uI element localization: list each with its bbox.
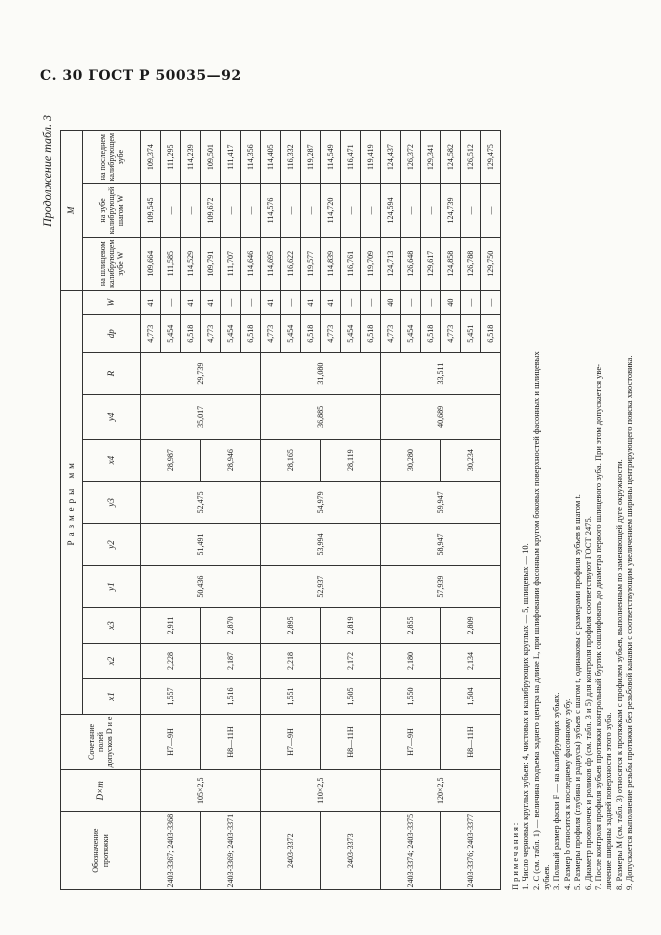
table-cell: 2403-3376; 2403-3377 [441,812,501,890]
note-line: 8. Размеры М (см. табл. 3) относятся к протяжкам с профилем зубьев, выполненным по заменяющей дуге окружности. [613,459,624,890]
table-cell: 5,454 [161,315,181,353]
table-cell: 54,979 [261,481,381,523]
table-cell: 114,405 [261,131,281,184]
table-cell: 1,557 [141,679,201,715]
hdr-m: M [61,131,83,291]
table-cell: 36,885 [261,395,381,439]
table-cell: 5,454 [341,315,361,353]
table-cell: 5,454 [401,315,421,353]
table-cell: 5,454 [221,315,241,353]
table-cell: 114,529 [181,237,201,290]
table-cell: — [421,184,441,237]
table-cell: 30,234 [441,439,501,481]
hdr-y2: y2 [83,523,141,565]
table-cell: 2403-3372 [261,812,321,890]
table-cell: — [281,290,301,315]
table-cell: 105×2,5 [141,770,261,812]
table-cell: 124,437 [381,131,401,184]
table-cell: 40,689 [381,395,501,439]
table-cell: 109,664 [141,237,161,290]
hdr-w: W [83,290,141,315]
table-cell: 1,516 [201,679,261,715]
table-cell: 50,436 [141,566,261,608]
table-cell: — [161,290,181,315]
table-cell: 4,773 [141,315,161,353]
hdr-y4: y4 [83,395,141,439]
table-cell: 4,773 [321,315,341,353]
table-cell: 6,518 [241,315,261,353]
table-cell: 2,218 [261,643,321,679]
table-cell: 28,987 [141,439,201,481]
table-cell: 28,946 [201,439,261,481]
table-cell: — [461,184,481,237]
note-line: 2. С (см. табл. 1) — величина подъема заднего центра на длине L, при шлифовании фасонным кругом боковых поверхностей фасонных и шлицевых [530,351,541,890]
hdr-x1: x1 [83,679,141,715]
table-cell: 2,228 [141,643,201,679]
table-cell: 119,419 [361,131,381,184]
table-cell: 5,451 [461,315,481,353]
table-cell: 119,577 [301,237,321,290]
table-cell: 6,518 [301,315,321,353]
table-cell: 30,280 [381,439,441,481]
hdr-x4: x4 [83,439,141,481]
note-line: 1. Число черновых круглых зубьев: 4, чистовых и калибрующих круглых — 5, шлицевых — 10. [520,543,531,890]
table-cell: Н8—11Н [321,714,381,769]
table-cell: 116,471 [341,131,361,184]
table-cell: 2,172 [321,643,381,679]
hdr-m-last: на последнем калибрующем зубе [83,131,141,184]
table-cell: — [341,290,361,315]
table-cell: 114,356 [241,131,261,184]
table-cell: 6,518 [481,315,501,353]
table-cell: 114,646 [241,237,261,290]
table-cell: 1,550 [381,679,441,715]
note-line: 3. Полный размер фаски F — на калибрующих зубьях. [551,692,562,890]
note-line: 7. После контроля профиля зубьев протяжки контрольный буртик сошлифовать до диаметра первого шлицевого зуба. При этом допускается уве- [592,364,603,890]
table-cell: 2403-3374; 2403-3375 [381,812,441,890]
table-cell: 2403-3367; 2403-3368 [141,812,201,890]
table-cell: 126,512 [461,131,481,184]
table-cell: 126,648 [401,237,421,290]
table-cell: 41 [301,290,321,315]
table-cell: 2403-3373 [321,812,381,890]
table-cell: 2,809 [441,608,501,644]
table-cell: 114,695 [261,237,281,290]
note-line: 5. Размеры профиля (глубина и радиусы) зубьев с шагом t, одинаковы с размерами профиля зубьев в шагом t. [572,494,583,890]
table-cell: Н8—11Н [441,714,501,769]
table-cell: 52,475 [141,481,261,523]
table-row [141,131,161,890]
table-cell: 114,549 [321,131,341,184]
note-line: личение ширины задней поверхности этого зуба. [603,712,614,890]
table-cell: 2,819 [321,608,381,644]
table-cell: 109,501 [201,131,221,184]
table-cell: — [161,184,181,237]
table-cell: 53,994 [261,523,381,565]
table-cell: 6,518 [421,315,441,353]
table-cell: — [481,184,501,237]
table-cell: 5,454 [281,315,301,353]
table-cell: 114,839 [321,237,341,290]
table-cell: 52,937 [261,566,381,608]
table-cell: 129,750 [481,237,501,290]
hdr-x3: x3 [83,608,141,644]
note-line: 9. Допускается выполнение резьбы протяжки без резьбовой канавки с соответствующим увеличением ширины центрирующего пояска хвостовика. [623,355,634,890]
table-cell: — [361,290,381,315]
table-cell: 41 [201,290,221,315]
table-cell: Н7—9Н [141,714,201,769]
hdr-tolerance: Сочетание полей допусков D и e [61,714,141,769]
table-cell: — [221,290,241,315]
table-cell: 35,017 [141,395,261,439]
table-cell: Н7—9Н [261,714,321,769]
table-cell: Н7—9Н [381,714,441,769]
table-cell: 111,417 [221,131,241,184]
table-cell: 58,947 [381,523,501,565]
notes-section [510,110,634,890]
table-cell: 40 [441,290,461,315]
table-cell: 110×2,5 [261,770,381,812]
table-cell: 124,594 [381,184,401,237]
table-cell: — [221,184,241,237]
table-cell: 6,518 [361,315,381,353]
table-cell: 1,551 [261,679,321,715]
table-cell: 31,080 [261,353,381,395]
table-cell: 114,576 [261,184,281,237]
table-wrapper [60,130,500,890]
hdr-x2: x2 [83,643,141,679]
table-cell: 33,511 [381,353,501,395]
hdr-y1: y1 [83,566,141,608]
table-cell: — [421,290,441,315]
table-cell: 28,165 [261,439,321,481]
note-line: 4. Размер b относится к последнему фасонному зубу. [561,698,572,890]
rotated-page-content [40,80,634,890]
table-cell: 2,187 [201,643,261,679]
table-cell: 111,295 [161,131,181,184]
hdr-m-splined: на шлицевом калибрующем зубе W [83,237,141,290]
table-cell: 2,180 [381,643,441,679]
page-header: С. 30 ГОСТ Р 50035—92 [40,68,242,84]
table-cell: 2,870 [201,608,261,644]
table-cell: 4,773 [441,315,461,353]
table-cell: — [181,184,201,237]
table-cell: 124,739 [441,184,461,237]
note-line: 6. Диаметр проволочек и роликов dp (см. табл. 3 и 5) для контроля профиля соответствуют ГОСТ 2475. [582,516,593,890]
table-cell: 119,709 [361,237,381,290]
table-cell: 41 [181,290,201,315]
table-cell: 2,911 [141,608,201,644]
table-cell: — [301,184,321,237]
table-cell: 4,773 [381,315,401,353]
table-cell: 126,372 [401,131,421,184]
table-cell: 116,622 [281,237,301,290]
table-cell: 29,739 [141,353,261,395]
table-cell: 109,545 [141,184,161,237]
table-cell: 2,855 [381,608,441,644]
hdr-dp: dp [83,315,141,353]
hdr-sizes: Размеры мм [61,290,83,714]
table-cell: — [401,290,421,315]
table-cell: 2,895 [261,608,321,644]
table-cell: 41 [321,290,341,315]
table-cell: 4,773 [201,315,221,353]
table-cell: 119,287 [301,131,321,184]
hdr-m-calib: на зубе калибрующей шагом W [83,184,141,237]
table-cell: — [341,184,361,237]
table-cell: — [361,184,381,237]
table-cell: 124,858 [441,237,461,290]
continuation-label: Продолжение табл. 3 [40,115,54,227]
table-cell: Н8—11Н [201,714,261,769]
table-cell: 124,582 [441,131,461,184]
note-line: зубьев. [541,864,552,890]
hdr-dxm: D×m [61,770,141,812]
table-cell: 120×2,5 [381,770,501,812]
table-cell: 109,374 [141,131,161,184]
table-cell: 111,707 [221,237,241,290]
table-cell: 51,491 [141,523,261,565]
table-cell: 59,947 [381,481,501,523]
table-cell: 124,713 [381,237,401,290]
table-cell: 129,617 [421,237,441,290]
table-cell: — [241,184,261,237]
hdr-designation: Обозначение протяжки [61,812,141,890]
table-cell: 114,720 [321,184,341,237]
hdr-y3: y3 [83,481,141,523]
table-cell: 57,939 [381,566,501,608]
table-cell: 129,475 [481,131,501,184]
table-cell: — [281,184,301,237]
table-cell: 1,505 [321,679,381,715]
table-row [381,131,401,890]
table-cell: — [401,184,421,237]
table-cell: — [481,290,501,315]
table-body [141,131,501,890]
table-cell: 2,134 [441,643,501,679]
table-cell: 4,773 [261,315,281,353]
table-cell: 1,504 [441,679,501,715]
table-cell: 129,341 [421,131,441,184]
table-cell: 116,761 [341,237,361,290]
table-cell: 111,585 [161,237,181,290]
notes-title: Примечания: [510,820,520,890]
hdr-r: R [83,353,141,395]
table-cell: 2403-3369; 2403-3371 [201,812,261,890]
table-cell: — [461,290,481,315]
table-cell: — [241,290,261,315]
table-cell: 40 [381,290,401,315]
table-cell: 109,791 [201,237,221,290]
table-cell: 6,518 [181,315,201,353]
table-cell: 126,788 [461,237,481,290]
table-cell: 41 [261,290,281,315]
table-cell: 116,332 [281,131,301,184]
table-cell: 114,239 [181,131,201,184]
table-cell: 28,119 [321,439,381,481]
table-cell: 109,672 [201,184,221,237]
table-row [261,131,281,890]
data-table [60,130,501,890]
table-cell: 41 [141,290,161,315]
